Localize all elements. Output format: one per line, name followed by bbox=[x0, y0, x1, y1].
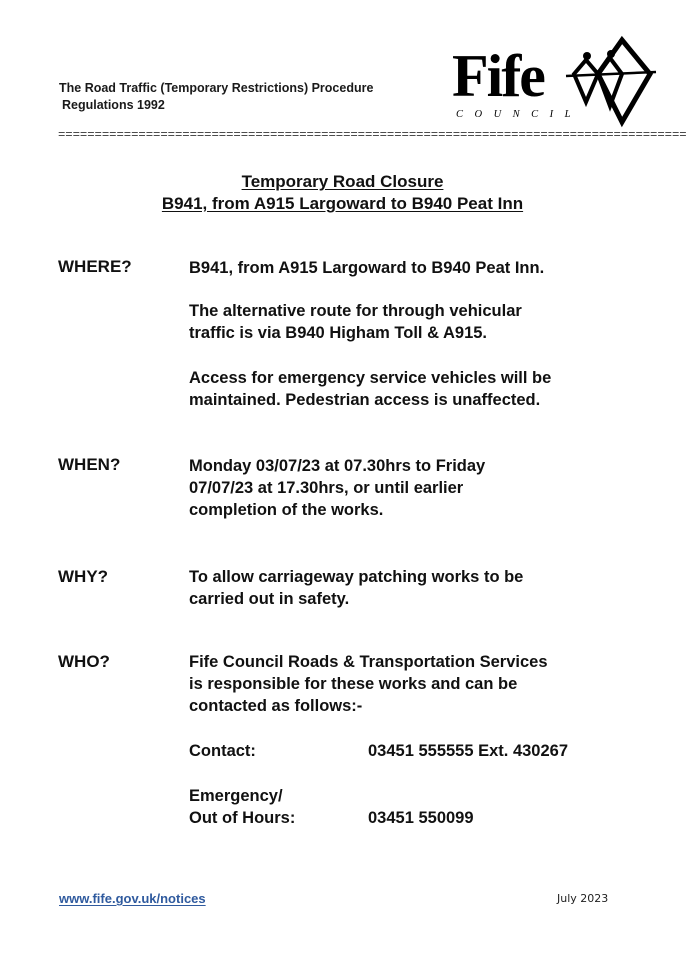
regulation-line-1: The Road Traffic (Temporary Restrictions) Procedure bbox=[59, 81, 374, 95]
text-line: 07/07/23 at 17.30hrs, or until earlier bbox=[189, 479, 464, 497]
who-label: WHO? bbox=[58, 652, 110, 671]
separator-line: ====================================================================================== bbox=[58, 128, 687, 142]
text-line: contacted as follows:- bbox=[189, 697, 363, 715]
emergency-label-line-1: Emergency/ bbox=[189, 787, 283, 805]
issue-date: July 2023 bbox=[557, 892, 609, 905]
text-line: B941, from A915 Largoward to B940 Peat Inn. bbox=[189, 259, 545, 277]
contact-phone[interactable]: 03451 555555 Ext. 430267 bbox=[368, 742, 569, 760]
notices-link[interactable]: www.fife.gov.uk/notices bbox=[59, 891, 206, 906]
notice-title: Temporary Road Closure bbox=[241, 172, 444, 191]
text-line: maintained. Pedestrian access is unaffected. bbox=[189, 391, 541, 409]
text-line: is responsible for these works and can be bbox=[189, 675, 518, 693]
regulation-heading bbox=[59, 80, 373, 114]
why-label: WHY? bbox=[58, 567, 109, 586]
text-line: traffic is via B940 Higham Toll & A915. bbox=[189, 324, 488, 342]
notice-subtitle: B941, from A915 Largoward to B940 Peat Inn bbox=[161, 194, 524, 213]
emergency-label-line-2: Out of Hours: bbox=[189, 809, 296, 827]
logo-sub: COUNCIL bbox=[456, 109, 583, 120]
text-line: completion of the works. bbox=[189, 501, 384, 519]
emergency-phone[interactable]: 03451 550099 bbox=[368, 809, 474, 827]
where-label: WHERE? bbox=[58, 257, 132, 276]
text-line: The alternative route for through vehicular bbox=[189, 302, 522, 320]
who-details bbox=[189, 651, 659, 717]
fife-council-logo bbox=[450, 36, 660, 122]
text-line: Access for emergency service vehicles will be bbox=[189, 369, 552, 387]
where-alternative-route bbox=[189, 300, 659, 344]
regulation-line-2: Regulations 1992 bbox=[62, 98, 165, 112]
where-access bbox=[189, 367, 659, 411]
text-line: To allow carriageway patching works to be bbox=[189, 568, 524, 586]
text-line: carried out in safety. bbox=[189, 590, 350, 608]
contact-label: Contact: bbox=[189, 742, 256, 760]
logo-word: Fife bbox=[452, 43, 544, 109]
text-line: Monday 03/07/23 at 07.30hrs to Friday bbox=[189, 457, 486, 475]
when-details bbox=[189, 455, 659, 521]
where-location bbox=[189, 257, 659, 279]
text-line: Fife Council Roads & Transportation Services bbox=[189, 653, 548, 671]
why-details bbox=[189, 566, 659, 610]
when-label: WHEN? bbox=[58, 455, 121, 474]
